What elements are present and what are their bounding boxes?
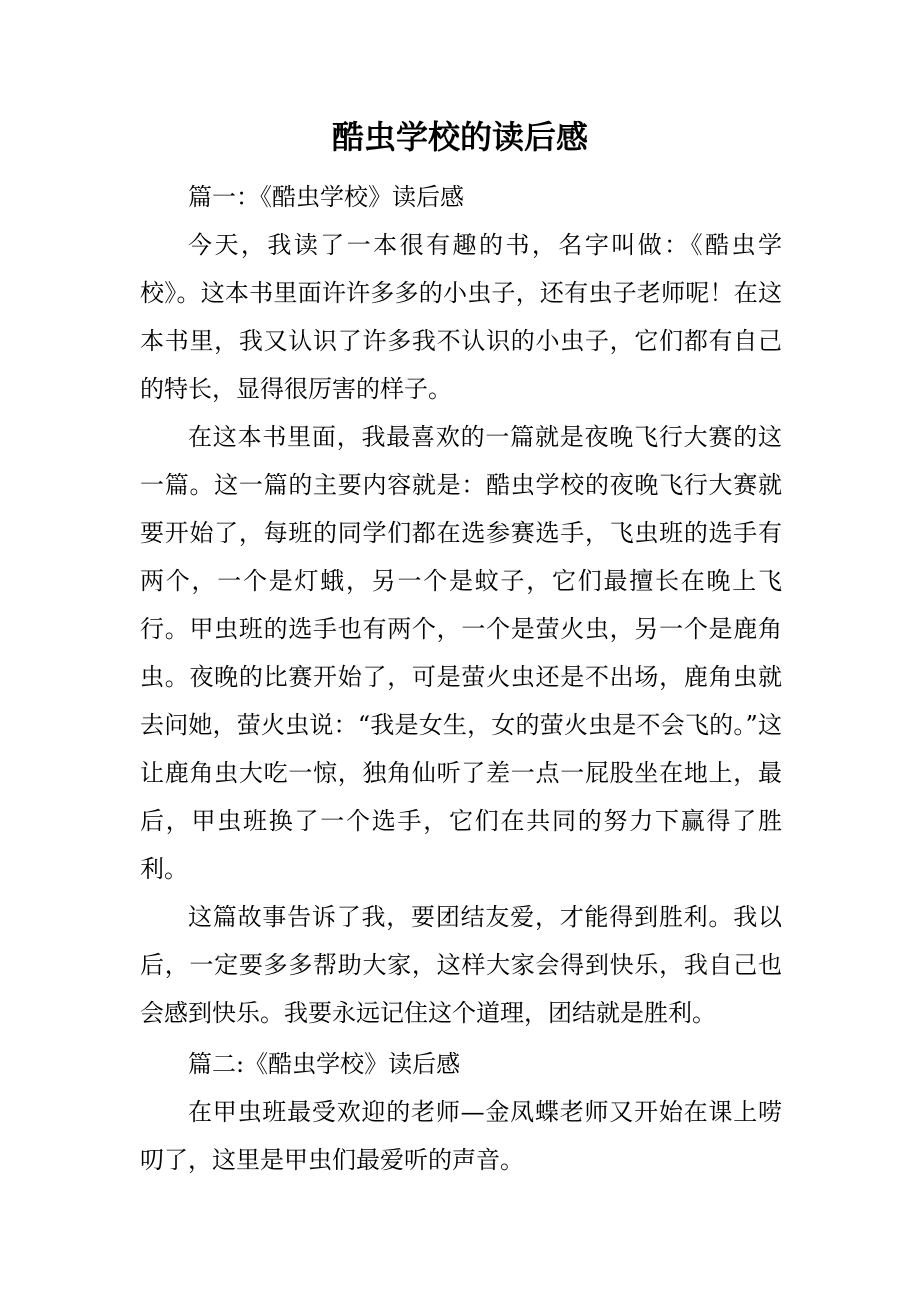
section-1 xyxy=(140,173,782,1037)
section-2 xyxy=(140,1040,782,1184)
section-1-paragraph-1: 今天，我读了一本很有趣的书，名字叫做：《酷虫学校》。这本书里面许许多多的小虫子，还有虫子老师呢！在这本书里，我又认识了许多我不认识的小虫子，它们都有自己的特长，显得很厉害的样子。 xyxy=(140,231,782,403)
section-1-heading: 篇一：《酷虫学校》读后感 xyxy=(188,183,464,211)
section-1-paragraph-3: 这篇故事告诉了我，要团结友爱，才能得到胜利。我以后，一定要多多帮助大家，这样大家会得到快乐，我自己也会感到快乐。我要永远记住这个道理，团结就是胜利。 xyxy=(140,903,782,1027)
section-1-paragraph-2: 在这本书里面，我最喜欢的一篇就是夜晚飞行大赛的这一篇。这一篇的主要内容就是：酷虫学校的夜晚飞行大赛就要开始了，每班的同学们都在选参赛选手，飞虫班的选手有两个，一个是灯蛾，另一个是蚊子，它们最擅长在晚上飞行。甲虫班的选手也有两个，一个是萤火虫，另一个是鹿角虫。夜晚的比赛开始了，可是萤火虫还是不出场，鹿角虫就去问她，萤火虫说：“我是女生，女的萤火虫是不会飞的。”这让鹿角虫大吃一惊，独角仙听了差一点一屁股坐在地上，最后，甲虫班换了一个选手，它们在共同的努力下赢得了胜利。 xyxy=(140,423,782,883)
section-2-paragraph-1: 在甲虫班最受欢迎的老师—金凤蝶老师又开始在课上唠叨了，这里是甲虫们最爱听的声音。 xyxy=(140,1098,782,1174)
document-title: 酷虫学校的读后感 xyxy=(331,118,588,156)
section-2-heading: 篇二:《酷虫学校》读后感 xyxy=(188,1050,461,1078)
